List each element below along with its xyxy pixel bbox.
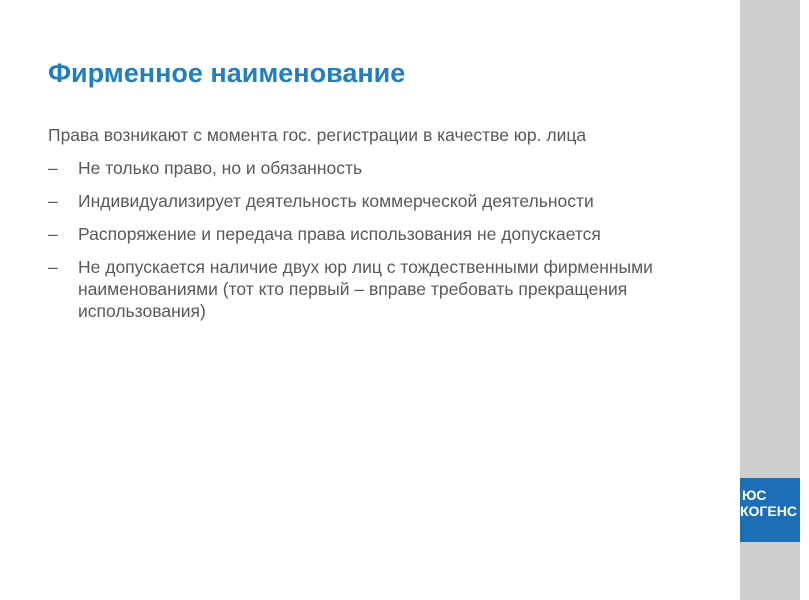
bullet-item — [48, 157, 698, 179]
bullet-text: Распоряжение и передача права использования не допускается — [78, 224, 601, 244]
slide-body — [48, 124, 698, 333]
logo-line-2: КОГЕНС Г — [740, 503, 809, 519]
intro-text: Права возникают с момента гос. регистрации в качестве юр. лица — [48, 125, 587, 145]
company-logo — [740, 478, 809, 542]
bullet-marker: – — [48, 158, 58, 178]
bullet-marker: – — [48, 257, 58, 277]
bullet-text: Не только право, но и обязанность — [78, 158, 363, 178]
bullet-text: Индивидуализирует деятельность коммерческой деятельности — [78, 191, 594, 211]
bullet-item — [48, 190, 698, 212]
slide-title: Фирменное наименование — [48, 58, 406, 88]
logo-line-1: ЮС — [742, 487, 767, 503]
bullet-marker: – — [48, 191, 58, 211]
bullet-text: Не допускается наличие двух юр лиц с тождественными фирменными наименованиями (тот кто первый – вправе требовать прекращения использования) — [78, 257, 653, 321]
bullet-item — [48, 256, 698, 322]
bullet-marker: – — [48, 224, 58, 244]
bullet-item — [48, 223, 698, 245]
